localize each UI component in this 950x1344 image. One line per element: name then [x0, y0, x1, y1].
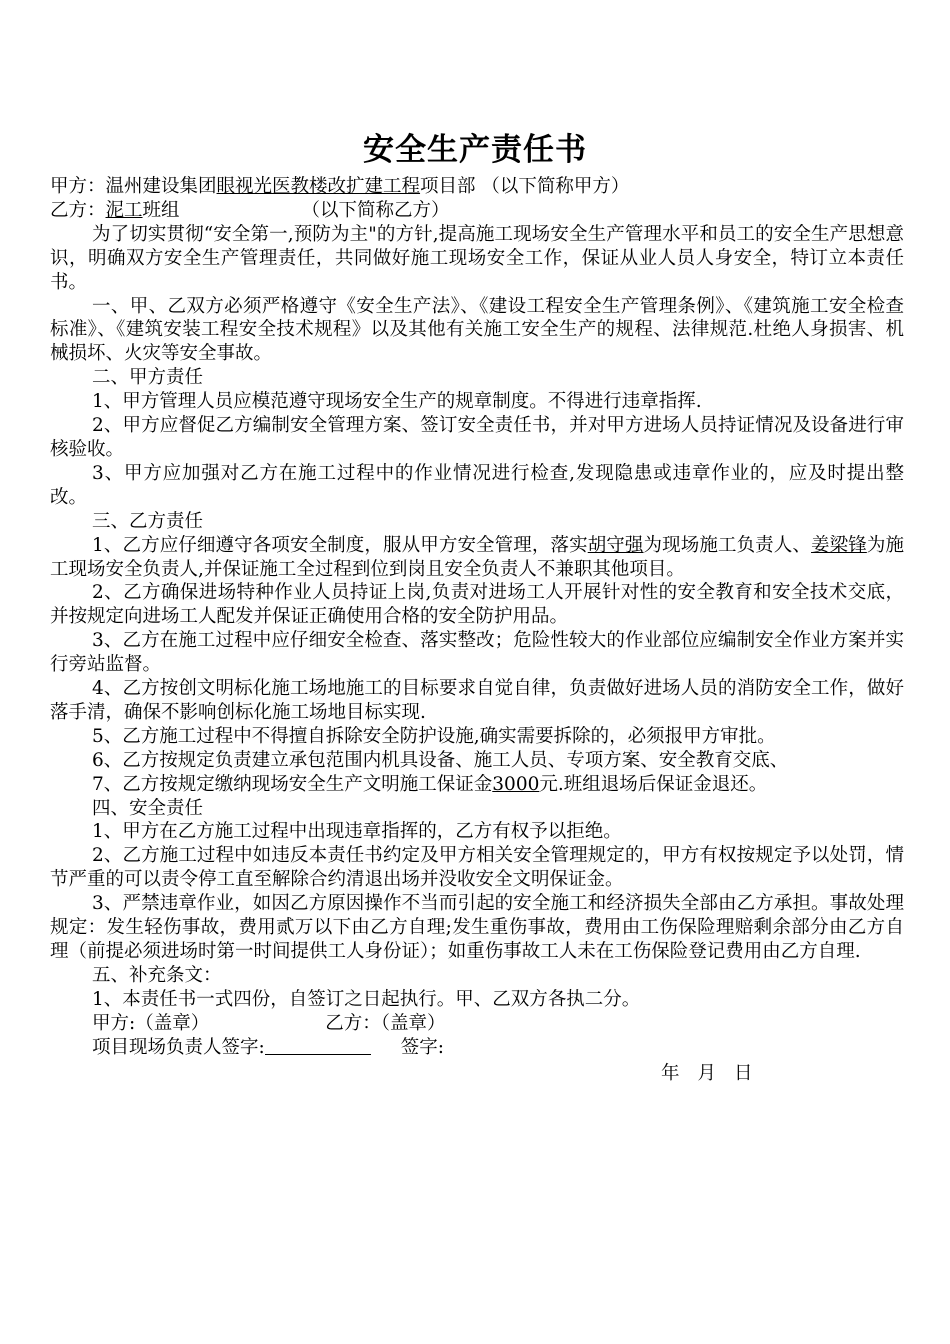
party-a-line: [50, 175, 904, 199]
site-manager-sign-label: 项目现场负责人签字:: [92, 1036, 265, 1058]
party-b-line: [50, 199, 904, 223]
document-body: [50, 175, 904, 1085]
section4-item: 1、甲方在乙方施工过程中出现违章指挥的，乙方有权予以拒绝。: [92, 821, 622, 843]
section3-item7-text: 元.班组退场后保证金退还。: [539, 773, 768, 795]
site-lead-name: 胡守强: [587, 534, 644, 556]
section4-item: 3、严禁违章作业，如因乙方原因操作不当而引起的安全施工和经济损失全部由乙方承担。事故处理规定：发生轻伤事故，费用贰万以下由乙方自理;发生重伤事故，费用由工伤保险理赔剩余部分由乙方自理（前提必须进场时第一时间提供工人身份证）；如重伤事故工人未在工伤保险登记费用由乙方自理.: [50, 893, 904, 962]
document-title: 安全生产责任书: [363, 132, 587, 168]
signature-line: [50, 1036, 904, 1060]
section4-item: 2、乙方施工过程中如违反本责任书约定及甲方相关安全管理规定的，甲方有权按规定予以处罚，情节严重的可以责令停工直至解除合约清退出场并没收安全文明保证金。: [50, 845, 904, 891]
party-b-label: 乙方：: [50, 199, 106, 221]
section3-item: 2、乙方确保进场特种作业人员持证上岗,负责对进场工人开展针对性的安全教育和安全技术交底，并按规定向进场工人配发并保证正确使用合格的安全防护用品。: [50, 582, 904, 628]
section3-item: 3、乙方在施工过程中应仔细安全检查、落实整改；危险性较大的作业部位应编制安全作业方案并实行旁站监督。: [50, 630, 904, 676]
section5-heading: 五、补充条文：: [92, 964, 222, 986]
date-month: 月: [697, 1062, 717, 1084]
section3-item: 4、乙方按创文明标化施工场地施工的目标要求自觉自律，负责做好进场人员的消防安全工作，做好落手清，确保不影响创标化施工场地目标实现.: [50, 678, 904, 723]
party-a-org: 温州建设集团: [105, 176, 217, 197]
section2-item: 1、甲方管理人员应模范遵守现场安全生产的规章制度。不得进行违章指挥.: [92, 391, 702, 413]
section3-item: 5、乙方施工过程中不得擅自拆除安全防护设施,确实需要拆除的，必须报甲方审批。: [92, 725, 776, 747]
signature-blank: [265, 1036, 371, 1055]
deposit-amount: 3000: [492, 773, 540, 795]
safety-lead-name: 姜梁锋: [811, 534, 867, 556]
section2-item: 3、甲方应加强对乙方在施工过程中的作业情况进行检查,发现隐患或违章作业的，应及时提出整改。: [50, 462, 904, 508]
party-b-team-suffix: 班组: [142, 199, 180, 221]
section3-item: [50, 534, 904, 582]
party-b-seal: 乙方：（盖章）: [325, 1012, 446, 1034]
party-a-suffix: 项目部 （以下简称甲方）: [420, 176, 630, 197]
section3-item1-text: 为施工现场安全负责人,并保证施工全过程到位到岗且安全负责人不兼职其他项目。: [50, 534, 904, 580]
date-day: 日: [734, 1062, 753, 1084]
section2-item: 2、甲方应督促乙方编制安全管理方案、签订安全责任书，并对甲方进场人员持证情况及设备进行审核验收。: [50, 415, 904, 460]
party-b-team: 泥工: [105, 199, 143, 221]
section3-item7-text: 7、乙方按规定缴纳现场安全生产文明施工保证金: [92, 773, 493, 795]
section2-heading: 二、甲方责任: [92, 367, 204, 389]
party-b-note: （以下简称乙方）: [301, 199, 450, 221]
section5-item: 1、本责任书一式四份，自签订之日起执行。甲、乙双方各执二分。: [92, 988, 641, 1010]
section1-paragraph: 一、甲、乙双方必须严格遵守《安全生产法》、《建设工程安全生产管理条例》、《建筑施工安全检查标准》、《建筑安装工程安全技术规程》以及其他有关施工安全生产的规程、法律规范.杜绝人身损害、机械损坏、火灾等安全事故。: [50, 295, 904, 365]
section3-item1-text: 为现场施工负责人、: [643, 534, 812, 556]
section3-item: 6、乙方按规定负责建立承包范围内机具设备、施工人员、专项方案、安全教育交底、: [92, 749, 789, 771]
intro-paragraph: 为了切实贯彻“安全第一,预防为主"的方针,提高施工现场安全生产管理水平和员工的安全生产思想意识，明确双方安全生产管理责任，共同做好施工现场安全工作，保证从业人员人身安全，特订立本责任书。: [50, 223, 904, 293]
seal-line: [50, 1012, 904, 1036]
party-a-label: 甲方：: [50, 176, 106, 197]
section3-item: [50, 773, 904, 797]
date-line: [50, 1062, 904, 1086]
section3-heading: 三、乙方责任: [92, 510, 204, 532]
sign-label: 签字:: [400, 1036, 444, 1058]
party-a-project: 眼视光医教楼改扩建工程: [216, 176, 421, 197]
party-a-seal: 甲方:（盖章）: [92, 1012, 210, 1034]
date-year: 年: [661, 1062, 680, 1084]
section4-heading: 四、安全责任: [92, 797, 204, 819]
section3-item1-text: 1、乙方应仔细遵守各项安全制度，服从甲方安全管理，落实: [92, 534, 588, 556]
